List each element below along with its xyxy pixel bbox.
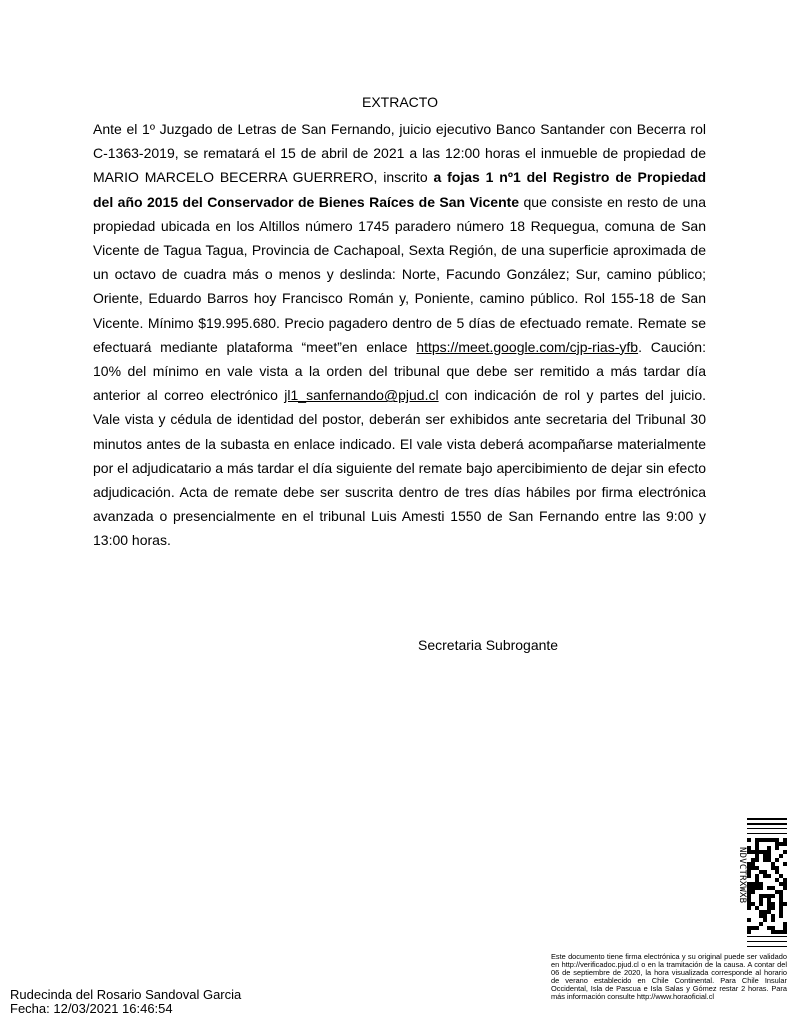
verification-code: NDVCTRXWXB bbox=[737, 847, 747, 904]
verification-barcode bbox=[747, 818, 787, 950]
meet-link[interactable]: https://meet.google.com/cjp-rias-yfb bbox=[416, 338, 639, 355]
document-title: EXTRACTO bbox=[362, 94, 438, 110]
body-text-part1: Ante el 1º Juzgado de Letras de San Fernando, juicio ejecutivo Banco Santander con Becerra rol C-1363-2019, se rematará el 15 de abril de 2021 a las 12:00 horas el inmueble de propiedad de MARIO MARCELO BECERRA GUERRERO, inscrito bbox=[93, 121, 706, 186]
body-text-part4: con indicación de rol y partes del juicio. Vale vista y cédula de identidad del postor, deberán ser exhibidos ante secretaria del Tribunal 30 minutos antes de la subasta en enlace indicado. El vale vista deberá acompañarse materialmente por el adjudicatario a más tardar el día siguiente del remate bajo apercibimiento de dejar sin efecto adjudicación. Acta de remate debe ser suscrita dentro de tres días hábiles por firma electrónica avanzada o presencialmente en el tribunal Luis Amesti 1550 de San Fernando entre las 9:00 y 13:00 horas. bbox=[93, 387, 707, 549]
body-text-part3: . Caución: 10% del mínimo en vale vista a la orden del tribunal que debe ser remitido a más tardar día anterior al correo electrónico bbox=[93, 338, 706, 404]
electronic-signature-note: Este documento tiene firma electrónica y su original puede ser validado en http://verificadoc.pjud.cl o en la tramitación de la causa. A contar del 06 de septiembre de 2020, la hora visualizada corresponde al horario de verano establecido en Chile Continental. Para Chile Insular Occidental, Isla de Pascua e Isla Salas y Gómez restar 2 horas. Para más información consulte http://www.horaoficial.cl bbox=[551, 952, 787, 1001]
body-text-part2: que consiste en resto de una propiedad ubicada en los Altillos número 1745 paradero número 18 Requegua, comuna de San Vicente de Tagua Tagua, Provincia de Cachapoal, Sexta Región, de una superficie aproximada de un octavo de cuadra más o menos y deslinda: Norte, Facundo González; Sur, camino público; Oriente, Eduardo Barros hoy Francisco Román y, Poniente, camino público. Rol 155-18 de San Vicente. Mínimo $19.995.680. Precio pagadero dentro de 5 días de efectuado remate. Remate se efectuará mediante plataforma “meet”en enlace bbox=[93, 193, 706, 355]
signature-title: Secretaria Subrogante bbox=[418, 637, 559, 653]
extract-body bbox=[93, 117, 706, 553]
signer-name: Rudecinda del Rosario Sandoval Garcia bbox=[10, 987, 242, 1002]
signer-block bbox=[10, 988, 241, 1016]
signer-date: Fecha: 12/03/2021 16:46:54 bbox=[10, 1001, 173, 1016]
body-text-bold-registry: a fojas 1 nº1 del Registro de Propiedad del año 2015 del Conservador de Bienes Raíces de San Vicente bbox=[93, 169, 706, 210]
court-email-link[interactable]: jl1_sanfernando@pjud.cl bbox=[284, 387, 439, 404]
